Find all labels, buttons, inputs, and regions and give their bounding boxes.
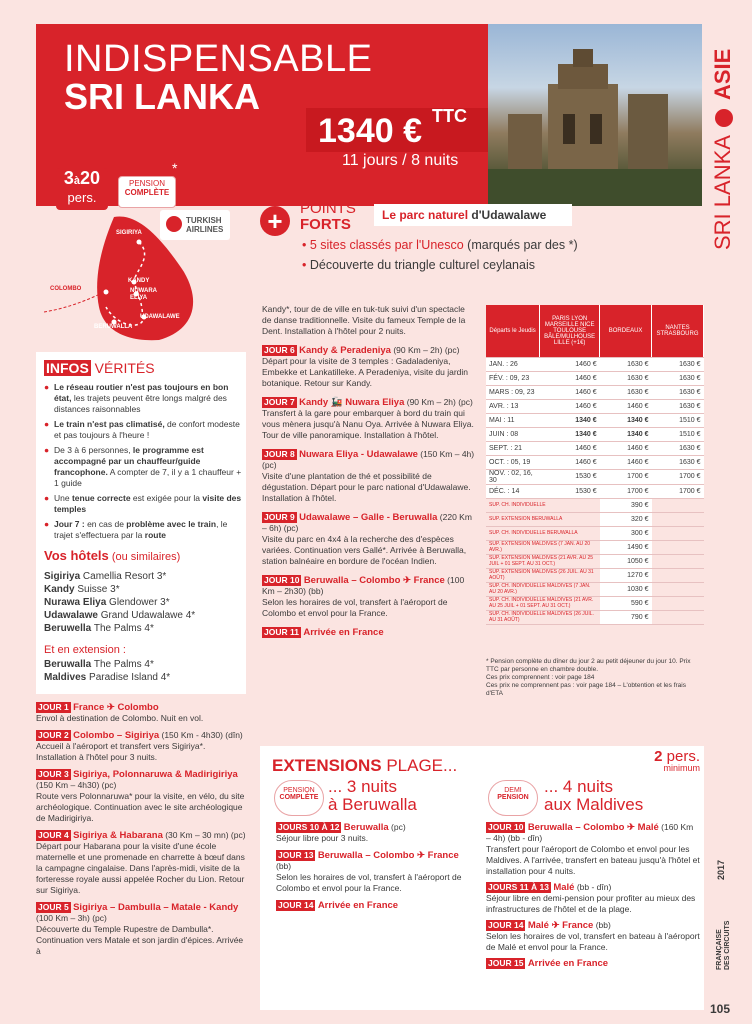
supplement-row <box>486 512 704 526</box>
map-city-colombo: COLOMBO <box>50 286 82 292</box>
map-city-sigiriya: SIGIRIYA <box>116 230 142 236</box>
table-cell: 1630 € <box>652 385 704 399</box>
hotel-item: Nurawa Eliya Glendower 3* <box>44 597 170 608</box>
infos-panel <box>36 352 246 694</box>
supplement-label: SUP. CH. INDIVIDUELLE BERUWALLA <box>486 526 600 540</box>
infos-item: ● Le réseau routier n'est pas toujours en bon état, les trajets peuvent être longs malgré des distances raisonnables <box>44 382 229 414</box>
temple-photo <box>488 24 702 206</box>
hotel-item: Maldives Paradise Island 4* <box>44 672 171 683</box>
day-entry: JOUR 14 Malé ✈ France (bb) Selon les horaires de vol, transfert en bateau à l'aéroport de Malé et envol pour la France. <box>486 920 700 952</box>
price-note: Ces prix ne comprennent pas : voir page 184 – L'obtention et les frais d'ETA <box>486 682 686 697</box>
day-entry: JOUR 5 Sigiriya – Dambulla – Matale - Kandy (100 Km – 3h) (pc) Découverte du Temple Rupestre de Dambulla*. Continuation vers Matale et son jardin d'épices. Arrivée à <box>36 902 244 956</box>
points-forts-label1: POINTS <box>300 200 356 217</box>
price: 1340 € <box>318 112 422 150</box>
itinerary-left <box>36 702 248 963</box>
maldives-pension-badge: DEMI PENSION <box>488 780 538 816</box>
supplement-row <box>486 540 704 554</box>
footer-brand-text: FRANÇAISE DES CIRCUITS <box>716 920 731 970</box>
col-header: Départs le Jeudis <box>486 305 540 357</box>
table-cell: 1460 € <box>540 455 600 469</box>
supplement-label: SUP. CH. INDIVIDUELLE MALDIVES (26 JUIL. AU 31 AOÛT) <box>486 610 600 624</box>
footer-brand <box>712 840 744 1000</box>
table-cell: 1630 € <box>600 385 652 399</box>
map-city-nuwara-eliya: NUWARA ELIYA <box>130 288 157 301</box>
day-intro: Kandy*, tour de de ville en tuk-tuk suivi d'un spectacle de danse traditionnelle. Visite du fameux Temple de la Dent. Installation à l'hôtel pour 2 nuits. <box>262 304 466 336</box>
day-entry: JOUR 9 Udawalawe – Galle - Beruwalla (220 Km – 6h) (pc) Visite du parc en 4x4 à la recherche des d'espèces variées. Continuation vers Gallé*. Arrivée à Beruwalla, station balnéaire en bordure de l'océan Indien. <box>262 512 472 566</box>
table-cell: FÉV. : 09, 23 <box>486 371 540 385</box>
table-cell: 1340 € <box>540 413 600 427</box>
table-cell: 1460 € <box>540 399 600 413</box>
supplement-row <box>486 498 704 512</box>
table-cell: 1630 € <box>652 371 704 385</box>
map-city-beruwalla: BERUWALLA <box>94 324 133 330</box>
infos-item: ● Une tenue correcte est exigée pour la visite des temples <box>44 493 242 514</box>
supplement-value: 590 € <box>600 596 652 610</box>
day-entry: JOUR 4 Sigiriya & Habarana (30 Km – 30 mn) (pc) Départ pour Habarana pour la visite d'une école maternelle et une promenade en charrette à bœuf dans la campagne cingalaise. Dans l'après-midi, visite de la forteresse royale aussi appelée Rocher du Lion. Retour sur Sigiriya. <box>36 830 246 895</box>
table-cell: 1460 € <box>540 357 600 371</box>
table-cell: 1460 € <box>540 441 600 455</box>
hotels-title: Vos hôtels (ou similaires) <box>44 548 181 563</box>
price-table <box>486 305 704 625</box>
table-cell: AVR. : 13 <box>486 399 540 413</box>
table-cell: 1630 € <box>652 357 704 371</box>
table-cell: 1630 € <box>600 371 652 385</box>
supplement-label: SUP. EXTENSION MALDIVES (26 JUIL. AU 31 AOÛT) <box>486 568 600 582</box>
table-cell: 1510 € <box>652 427 704 441</box>
beruwalla-itinerary <box>276 822 476 917</box>
table-cell: 1700 € <box>652 484 704 498</box>
hotel-item: Beruwella The Palms 4* <box>44 623 154 634</box>
price-note: * Pension complète du dîner du jour 2 au petit déjeuner du jour 10. Prix TTC par personne en chambre double. <box>486 658 691 673</box>
table-cell: 1530 € <box>540 469 600 484</box>
supplement-value: 1270 € <box>600 568 652 582</box>
hotel-item: Kandy Suisse 3* <box>44 584 120 595</box>
table-cell: JAN. : 26 <box>486 357 540 371</box>
day-entry: JOUR 6 Kandy & Peradeniya (90 Km – 2h) (pc) Départ pour la visite de 3 temples : Gadaladeniya, Embekke et Lankatilleke. A Peradeniya, visite du jardin botanique. Retour sur Kandy. <box>262 345 469 388</box>
day-entry: JOURS 11 À 13 Malé (bb - dîn) Séjour libre en demi-pension pour profiter au mieux des infrastructures de l'hôtel et de la plage. <box>486 882 696 914</box>
hotel-item: Beruwalla The Palms 4* <box>44 659 154 670</box>
airline-bird-icon <box>166 216 182 232</box>
pension-line2: COMPLÈTE <box>124 188 170 197</box>
table-row <box>486 413 704 427</box>
table-cell: 1340 € <box>600 427 652 441</box>
extensions-title: EXTENSIONS PLAGE... <box>272 756 458 775</box>
table-cell: 1630 € <box>652 441 704 455</box>
plus-icon: + <box>260 206 290 236</box>
table-row <box>486 399 704 413</box>
badge-star: * <box>172 160 178 176</box>
supplement-value: 300 € <box>600 526 652 540</box>
supplement-row <box>486 526 704 540</box>
col-header: NANTES STRASBOURG <box>652 305 704 357</box>
table-row <box>486 484 704 498</box>
supplement-label: SUP. CH. INDIVIDUELLE <box>486 498 600 512</box>
table-cell: MAI : 11 <box>486 413 540 427</box>
side-tab <box>704 26 744 256</box>
supplement-label: SUP. CH. INDIVIDUELLE MALDIVES (21 AVR. AU 25 JUIL + 01 SEPT. AU 31 OCT.) <box>486 596 600 610</box>
hotel-item: Sigiriya Camellia Resort 3* <box>44 571 167 582</box>
table-cell: 1630 € <box>600 357 652 371</box>
points-forts-bullet1: • 5 sites classés par l'Unesco (marqués par des *) <box>302 238 578 252</box>
supplement-label: SUP. CH. INDIVIDUELLE MALDIVES (7 JAN. AU 20 AVR.) <box>486 582 600 596</box>
table-cell: JUIN : 08 <box>486 427 540 441</box>
day-entry: JOUR 10 Beruwalla – Colombo ✈ Malé (160 Km – 4h) (bb - dîn) Transfert pour l'aéroport de Colombo et envol pour les Maldives. A l'arrivée, transfert en bateau jusqu'à l'hôtel et installation pour 4 nuits. <box>486 822 700 876</box>
extensions-panel <box>260 746 704 1010</box>
day-entry: JOUR 11 Arrivée en France <box>264 627 384 638</box>
table-cell: 1460 € <box>600 399 652 413</box>
day-entry: JOUR 15 Arrivée en France <box>488 958 609 969</box>
table-cell: SEPT. : 21 <box>486 441 540 455</box>
side-tab-region: ASIE <box>710 48 735 101</box>
hotels-list <box>44 570 195 635</box>
table-cell: 1340 € <box>540 427 600 441</box>
highlight-text: Le parc naturel d'Udawalawe <box>382 208 547 222</box>
maldives-itinerary <box>486 822 700 974</box>
supplement-value: 390 € <box>600 498 652 512</box>
supplement-row <box>486 610 704 624</box>
pension-badge <box>118 176 176 208</box>
table-cell: 1340 € <box>600 413 652 427</box>
supplement-label: SUP. EXTENSION MALDIVES (21 AVR. AU 25 JUIL + 01 SEPT. AU 31 OCT.) <box>486 554 600 568</box>
beruwalla-title: ... 3 nuits à Beruwalla <box>328 777 417 814</box>
hotel-item: Udawalawe Grand Udawalawe 4* <box>44 610 196 621</box>
beruwalla-pension-badge: PENSION COMPLÈTE <box>274 780 324 816</box>
day-entry: JOUR 8 Nuwara Eliya - Udawalawe (150 Km – 4h) (pc) Visite d'une plantation de thé et possibilité de dégustation. Départ pour le parc national d'Udawalawe. Installation à l'hôtel. <box>262 449 475 503</box>
table-row <box>486 441 704 455</box>
pension-line1: PENSION <box>128 179 165 188</box>
table-cell: 1460 € <box>600 441 652 455</box>
airline-name-2: AIRLINES <box>186 225 224 234</box>
title-line2: SRI LANKA <box>64 76 260 117</box>
table-cell: NOV. : 02, 16, 30 <box>486 469 540 484</box>
table-row <box>486 357 704 371</box>
title-line1: INDISPENSABLE <box>64 38 373 80</box>
map-city-kandy: KANDY <box>128 278 150 284</box>
table-cell: 1530 € <box>540 484 600 498</box>
supplement-row <box>486 596 704 610</box>
extensions-minimum: 2 pers. minimum <box>654 748 700 773</box>
table-cell: OCT. : 05, 19 <box>486 455 540 469</box>
day-entry: JOURS 10 À 12 Beruwalla (pc) Séjour libre pour 3 nuits. <box>276 822 406 843</box>
price-notes <box>486 658 704 698</box>
price-note: Ces prix comprennent : voir page 184 <box>486 674 595 681</box>
table-row <box>486 385 704 399</box>
supplement-value: 1490 € <box>600 540 652 554</box>
extension-hotels-list <box>44 658 170 684</box>
supplement-value: 1050 € <box>600 554 652 568</box>
table-cell: 1460 € <box>540 371 600 385</box>
supplement-value: 790 € <box>600 610 652 624</box>
itinerary-middle <box>262 304 476 646</box>
day-entry: JOUR 10 Beruwalla – Colombo ✈ France (100 Km – 2h30) (bb) Selon les horaires de vol, transfert à l'aéroport de Colombo et envol pour la France. <box>262 575 465 618</box>
airline-logo <box>160 210 230 240</box>
footer-year: 2017 <box>716 859 726 880</box>
airline-name-1: TURKISH <box>186 216 222 225</box>
table-row <box>486 455 704 469</box>
compass-icon <box>715 109 733 127</box>
col-header: BORDEAUX <box>600 305 652 357</box>
table-cell: MARS : 09, 23 <box>486 385 540 399</box>
supplement-value: 1030 € <box>600 582 652 596</box>
table-cell: 1460 € <box>540 385 600 399</box>
day-entry: JOUR 2 Colombo – Sigiriya (150 Km - 4h30) (dîn) Accueil à l'aéroport et transfert vers Sigiriya*. Installation à l'hôtel pour 3 nuits. <box>36 730 243 762</box>
infos-list <box>44 382 242 545</box>
supplement-label: SUP. EXTENSION MALDIVES (7 JAN. AU 20 AVR.) <box>486 540 600 554</box>
table-cell: 1510 € <box>652 413 704 427</box>
extension-hotels-title: Et en extension : <box>44 644 126 656</box>
col-header: PARIS LYON MARSEILLE NICE TOULOUSE BÂLE/MULHOUSE LILLE (+1€) <box>540 305 600 357</box>
duration: 11 jours / 8 nuits <box>342 152 459 169</box>
table-cell: 1630 € <box>652 399 704 413</box>
day-entry: JOUR 13 Beruwalla – Colombo ✈ France (bb) Selon les horaires de vol, transfert à l'aéroport de Colombo et envol pour la France. <box>276 850 462 893</box>
group-size-range: 3à20 <box>63 168 101 188</box>
points-forts-bullet2: • Découverte du triangle culturel ceylanais <box>302 258 535 272</box>
table-row <box>486 469 704 484</box>
day-entry: JOUR 14 Arrivée en France <box>278 900 399 911</box>
infos-item: ● Le train n'est pas climatisé, de confort modeste et pas toujours à l'heure ! <box>44 419 240 440</box>
table-cell: DÉC. : 14 <box>486 484 540 498</box>
table-cell: 1630 € <box>652 455 704 469</box>
supplement-row <box>486 554 704 568</box>
table-cell: 1460 € <box>600 455 652 469</box>
infos-item: ● De 3 à 6 personnes, le programme est accompagné par un chauffeur/guide francophone. A compter de 7, il y a 1 chauffeur + 1 guide <box>44 445 242 488</box>
infos-title: INFOS VÉRITÉS <box>46 360 155 376</box>
table-cell: 1700 € <box>652 469 704 484</box>
supplement-row <box>486 582 704 596</box>
day-entry: JOUR 3 Sigiriya, Polonnaruwa & Madirigiriya (150 Km – 4h30) (pc) Route vers Polonnaruwa* pour la visite, en vélo, du site archéologique. Continuation avec le site archéologique de Madirigiriya. <box>36 769 245 823</box>
table-row <box>486 371 704 385</box>
table-cell: 1700 € <box>600 484 652 498</box>
infos-item: ● Jour 7 : en cas de problème avec le train, le trajet s'effectuera par la route <box>44 519 228 540</box>
points-forts-label2: FORTS <box>300 216 351 233</box>
day-entry: JOUR 1 France ✈ Colombo Envol à destination de Colombo. Nuit en vol. <box>36 702 204 723</box>
day-entry: JOUR 7 Kandy 🚂 Nuwara Eliya (90 Km – 2h) (pc) Transfert à la gare pour embarquer à bord du train qui vous mènera jusqu'à Nanu Oya. Arrivée à Nuwara Eliya. Tour de ville panoramique. Installation à l'hôtel. <box>262 397 474 440</box>
maldives-title: ... 4 nuits aux Maldives <box>544 777 644 814</box>
page-number: 105 <box>710 1002 731 1016</box>
group-size-unit: pers. <box>67 190 97 205</box>
supplement-label: SUP. EXTENSION BERUWALLA <box>486 512 600 526</box>
supplement-value: 320 € <box>600 512 652 526</box>
price-suffix: TTC <box>432 106 467 126</box>
side-tab-country: SRI LANKA <box>710 136 735 250</box>
supplement-row <box>486 568 704 582</box>
table-row <box>486 427 704 441</box>
table-cell: 1700 € <box>600 469 652 484</box>
map-city-udawalawe: UDAWALAWE <box>140 314 180 320</box>
